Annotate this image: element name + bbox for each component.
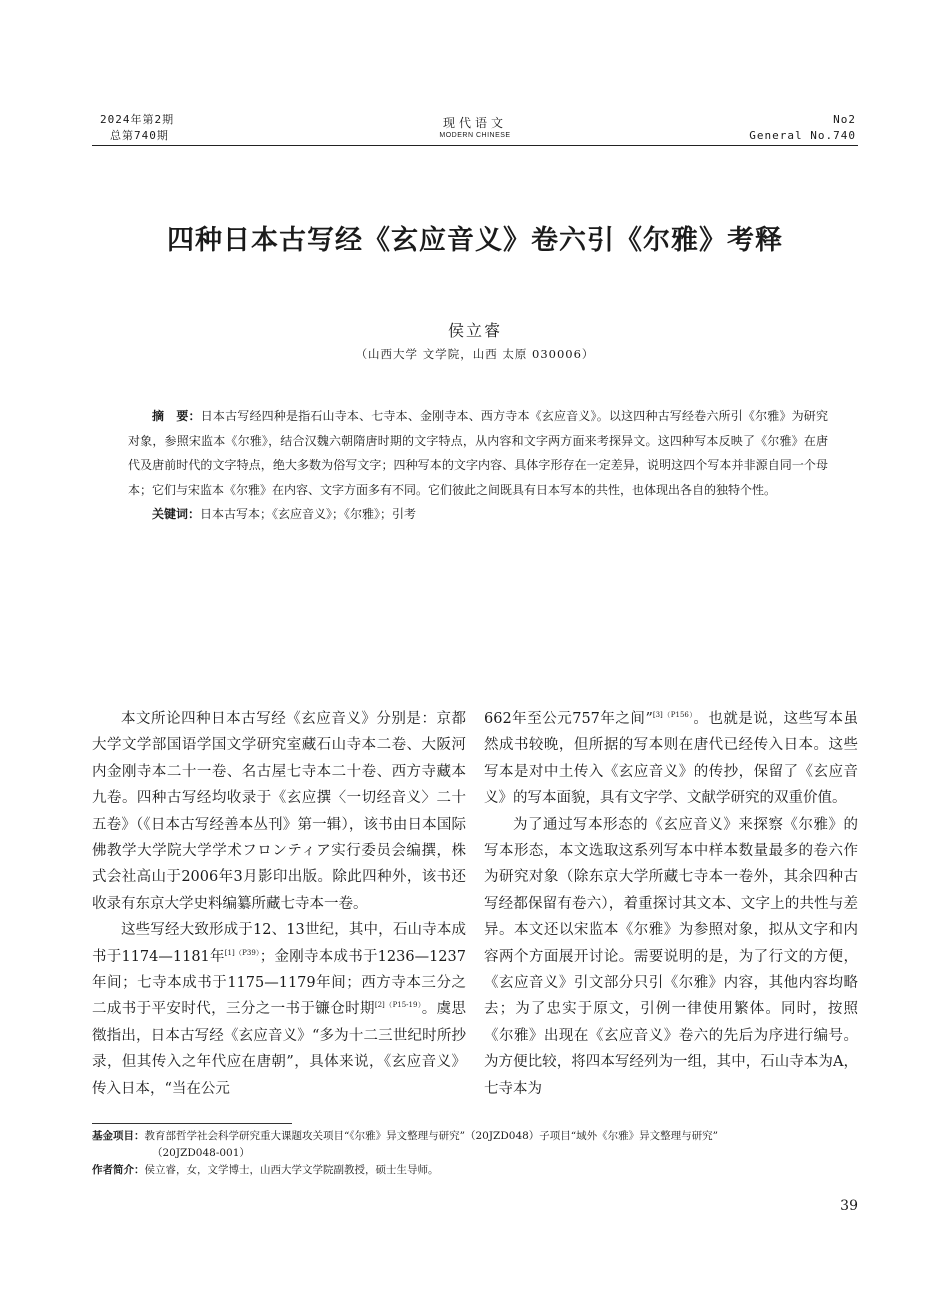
journal-name-zh: 现代语文 (442, 116, 507, 130)
funding-label: 基金项目： (92, 1130, 145, 1142)
header-number (749, 112, 856, 144)
paragraph-1: 本文所论四种日本古写经《玄应音义》分别是：京都大学文学部国语学国文学研究室藏石山寺本二卷、大阪河内金刚寺本二十一卷、名古屋七寺本二十卷、西方寺藏本九卷。四种古写经均收录于《玄应撰〈一切经音义〉二十五卷》（《日本古写经善本丛刊》第一辑），该书由日本国际佛教学大学院大学学术フロンティア实行委员会编撰，株式会社高山于2006年3月影印出版。除此四种外，该书还收录有东京大学史料编纂所藏七寺本一卷。 (92, 711, 466, 912)
header-general-no: General No.740 (749, 129, 856, 142)
paragraph-2-continued (484, 706, 858, 812)
abstract-text: 日本古写经四种是指石山寺本、七寺本、金刚寺本、西方寺本《玄应音义》。以这四种古写经卷六所引《尔雅》为研究对象，参照宋监本《尔雅》，结合汉魏六朝隋唐时期的文字特点，从内容和文字两方面来考探异文。这四种写本反映了《尔雅》在唐代及唐前时代的文字特点，绝大多数为俗写文字；四种写本的文字内容、具体字形存在一定差异，说明这四个写本并非源自同一个母本；它们与宋监本《尔雅》在内容、文字方面多有不同。它们彼此之间既具有日本写本的共性，也体现出各自的独特个性。 (128, 409, 828, 497)
header-rule (92, 145, 858, 146)
citation-3: [3]（P156） (652, 711, 694, 720)
paragraph-2-part-d: 662年至公元757年之间” (484, 711, 653, 727)
author-name: 侯立睿 (447, 321, 502, 340)
funding-text: 教育部哲学社会科学研究重大课题攻关项目“《尔雅》异文整理与研究”（20JZD048）子项目“域外《尔雅》异文整理与研究” (144, 1130, 719, 1142)
footnotes (92, 1128, 862, 1179)
author-note-label: 作者简介： (92, 1164, 145, 1176)
paragraph-3: 为了通过写本形态的《玄应音义》来探察《尔雅》的写本形态，本文选取这系列写本中样本数量最多的卷六作为研究对象（除东京大学所藏七寺本一卷外，其余四种古写经都保留有卷六），着重探讨其文本、文字上的共性与差异。本文还以宋监本《尔雅》为参照对象，拟从文字和内容两个方面展开讨论。需要说明的是，为了行文的方便，《玄应音义》引文部分只引《尔雅》内容，其他内容均略去；为了忠实于原文，引例一律使用繁体。同时，按照《尔雅》出现在《玄应音义》卷六的先后为序进行编号。为方便比较，将四本写经列为一组，其中，石山寺本为A，七寺本为 (484, 816, 858, 1097)
article-title: 四种日本古写经《玄应音义》卷六引《尔雅》考释 (167, 225, 783, 256)
header-no: No2 (833, 113, 856, 126)
funding-note (92, 1128, 862, 1145)
funding-code: （20JZD048-001） (152, 1147, 250, 1159)
author-note-text: 侯立睿，女，文学博士，山西大学文学院副教授，硕士生导师。 (144, 1164, 439, 1176)
citation-1: [1]（P39） (224, 948, 260, 957)
body-column-right (484, 706, 858, 1102)
keywords-text: 日本古写本；《玄应音义》；《尔雅》；引考 (200, 507, 417, 521)
paragraph-2-part-b: ；金刚寺本成书于1236—1237年间；七寺本成书于1175—1179年间；西方寺本三分之二成书于平安时代，三分之一书于镰仓时期 (92, 948, 466, 1018)
header-year-issue: 2024年第2期 (100, 113, 175, 126)
journal-name-en: MODERN CHINESE (439, 132, 511, 139)
author-note (92, 1162, 862, 1179)
paragraph-2-part-c: 。虞思徵指出，日本古写经《玄应音义》“多为十二三世纪时所抄录，但其传入之年代应在唐朝”，具体来说，《玄应音义》传入日本，“当在公元 (92, 1001, 467, 1097)
body-column-left (92, 706, 466, 1102)
keywords (128, 502, 828, 527)
abstract-label: 摘 要： (152, 409, 201, 423)
paragraph-2-part-e: 。也就是说，这些写本虽然成书较晚，但所据的写本则在唐代已经传入日本。这些写本是对中土传入《玄应音义》的传抄，保留了《玄应音义》的写本面貌，具有文字学、文献学研究的双重价值。 (484, 711, 858, 807)
author-affiliation: （山西大学 文学院，山西 太原 030006） (355, 347, 595, 361)
abstract (128, 404, 828, 502)
paragraph-2 (92, 917, 466, 1102)
keywords-label: 关键词： (152, 507, 201, 521)
page-number: 39 (840, 1198, 858, 1214)
paragraph-2-part-a: 这些写经大致形成于12、13世纪，其中，石山寺本成书于1174—1181年 (92, 922, 466, 965)
abstract-block (128, 404, 828, 527)
citation-2: [2]（P15-19） (374, 1001, 422, 1010)
header-total-issue: 总第740期 (110, 129, 169, 142)
footnote-rule (92, 1123, 292, 1124)
